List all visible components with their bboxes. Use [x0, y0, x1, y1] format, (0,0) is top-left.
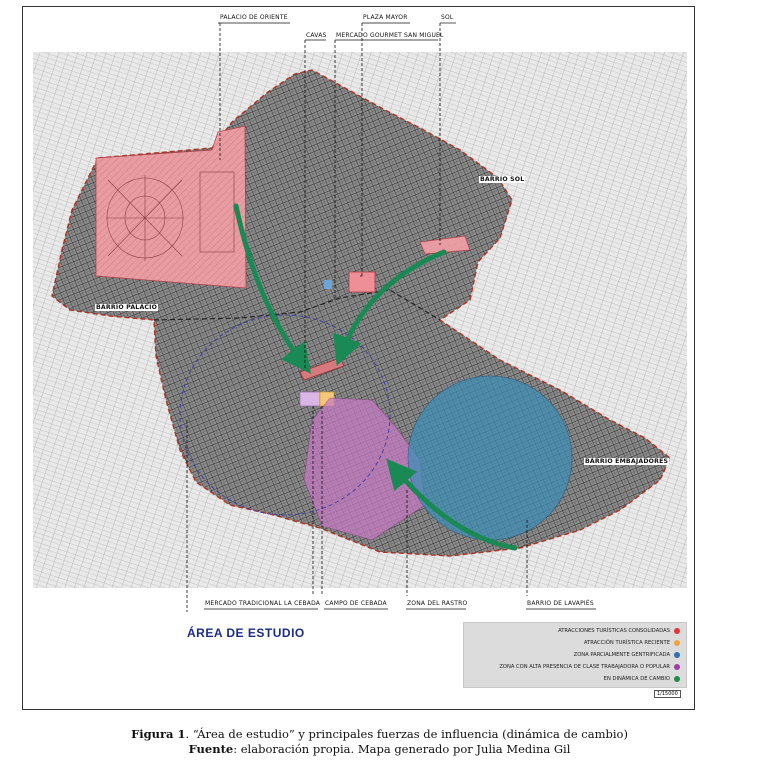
legend-item-gentrified — [574, 652, 680, 658]
legend-item-popular — [499, 664, 680, 670]
callout-palacio-oriente: PALACIO DE ORIENTE — [220, 14, 288, 21]
label-barrio-palacio: BARRIO PALACIO — [96, 304, 158, 311]
map-scale: 1/15000 — [654, 690, 681, 698]
callout-barrio-lavapies: BARRIO DE LAVAPIÉS — [527, 600, 594, 607]
mercado-san-miguel-marker — [324, 280, 332, 289]
label-barrio-embajadores: BARRIO EMBAJADORES — [585, 458, 669, 465]
legend-dot-icon — [674, 652, 680, 658]
source-label: Fuente — [188, 742, 234, 756]
study-area-title: ÁREA DE ESTUDIO — [187, 626, 305, 640]
legend-dot-icon — [674, 676, 680, 682]
legend-item-consolidated — [558, 628, 680, 634]
legend-label: ZONA PARCIALMENTE GENTRIFICADA — [573, 652, 670, 658]
figure-caption — [0, 727, 759, 757]
callout-cavas: CAVAS — [306, 32, 327, 39]
callout-campo-cebada: CAMPO DE CEBADA — [325, 600, 387, 607]
legend-item-recent — [584, 640, 680, 646]
callout-mercado-cebada: MERCADO TRADICIONAL LA CEBADA — [205, 600, 321, 607]
gentrified-zone — [408, 376, 572, 540]
legend-label: ZONA CON ALTA PRESENCIA DE CLASE TRABAJADORA O POPULAR — [499, 664, 670, 670]
map-legend — [463, 622, 687, 688]
legend-label: ATRACCIÓN TURÍSTICA RECIENTE — [583, 640, 670, 646]
caption-line-1 — [0, 727, 759, 742]
legend-label: ATRACCIONES TURÍSTICAS CONSOLIDADAS — [558, 628, 670, 634]
callout-mercado-san-miguel: MERCADO GOURMET SAN MIGUEL — [336, 32, 444, 39]
source-text: : elaboración propia. Mapa generado por Julia Medina Gil — [233, 742, 571, 756]
callout-sol: SOL — [441, 14, 454, 21]
legend-dot-icon — [674, 640, 680, 646]
legend-dot-icon — [674, 664, 680, 670]
callout-plaza-mayor: PLAZA MAYOR — [363, 14, 408, 21]
callout-zona-rastro: ZONA DEL RASTRO — [407, 600, 468, 607]
caption-line-2 — [0, 742, 759, 757]
legend-item-change — [604, 676, 680, 682]
legend-dot-icon — [674, 628, 680, 634]
mercado-cebada-zone — [300, 392, 320, 406]
label-barrio-sol: BARRIO SOL — [480, 176, 525, 183]
figure-label: Figura 1 — [131, 727, 186, 741]
figure-text: . “Área de estudio” y principales fuerzas de influencia (dinámica de cambio) — [185, 727, 628, 741]
legend-label: EN DINÁMICA DE CAMBIO — [603, 676, 670, 682]
